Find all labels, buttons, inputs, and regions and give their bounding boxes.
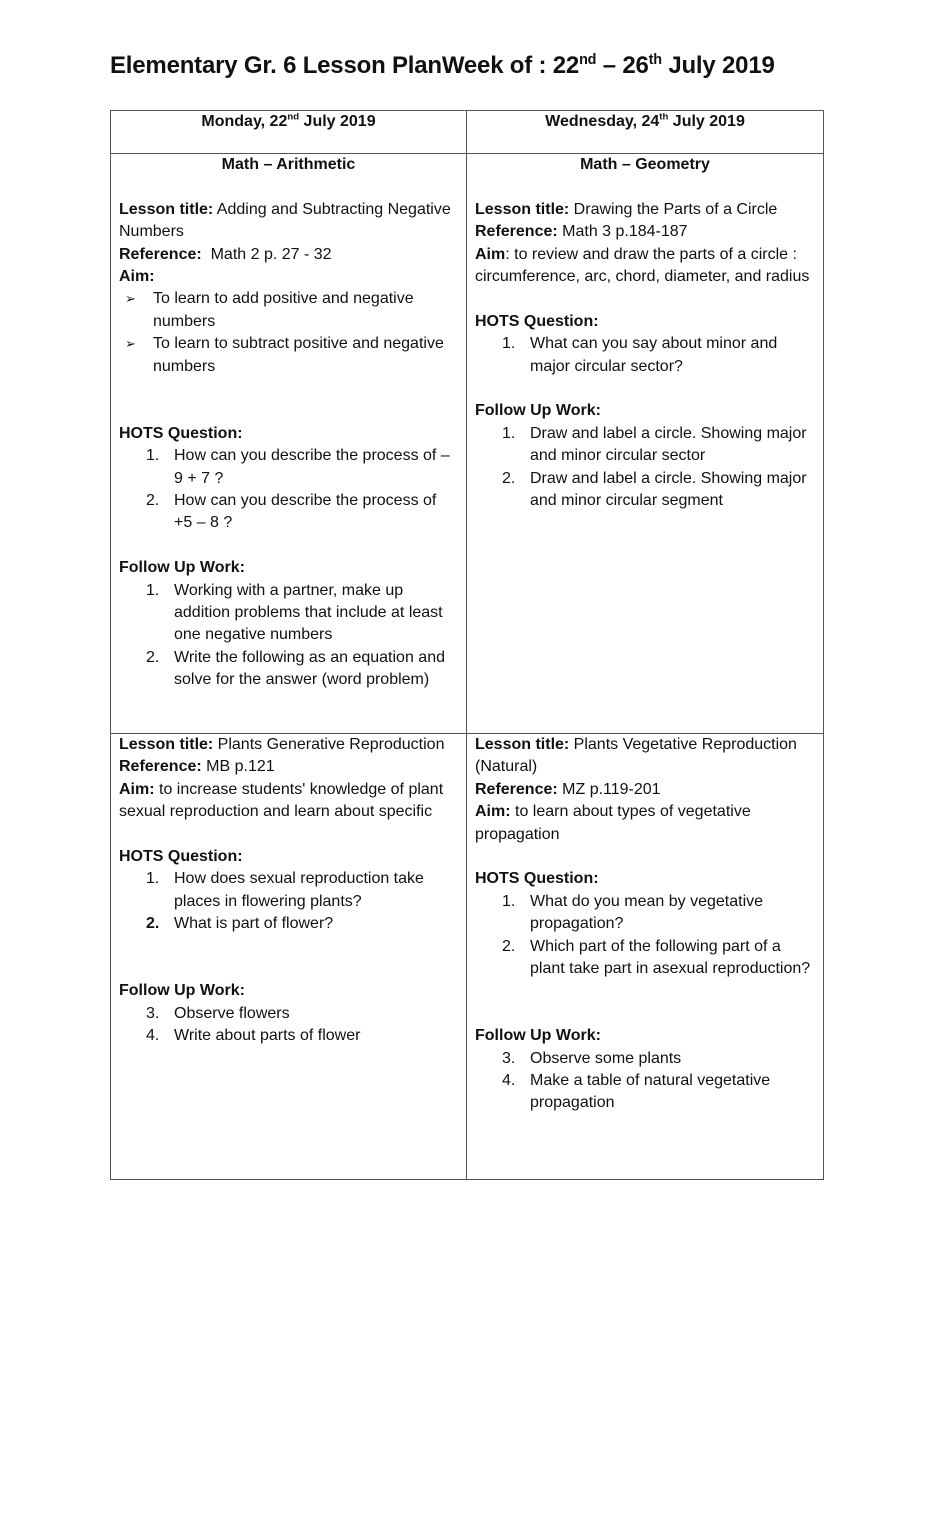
hots-list (475, 333, 815, 378)
follow-up-list (119, 580, 458, 692)
header-monday: Monday, 22nd July 2019 (111, 111, 467, 154)
hots-list (119, 868, 458, 935)
lesson-title: Lesson title: Drawing the Parts of a Circle (475, 200, 778, 218)
math-monday-cell (111, 154, 467, 734)
follow-up-label: Follow Up Work: (475, 1027, 601, 1045)
subject-heading: Math – Arithmetic (221, 156, 356, 173)
follow-up-list (475, 423, 815, 513)
list-item: 2. What is part of flower? (146, 915, 334, 933)
science-wednesday-cell (467, 734, 824, 1180)
list-item: 2. Write the following as an equation and solve for the answer (word problem) (146, 648, 445, 689)
header-wednesday: Wednesday, 24th July 2019 (467, 111, 824, 154)
follow-up-list (119, 1003, 458, 1048)
list-item: 4. Make a table of natural vegetative propagation (502, 1072, 771, 1112)
follow-up-label: Follow Up Work: (475, 402, 601, 420)
list-item: 1. How can you describe the process of –9 + 7 ? (146, 447, 450, 487)
arrow-bullet-icon: ➢ (125, 291, 136, 307)
list-item: 1. What do you mean by vegetative propagation? (502, 892, 764, 933)
aim-list (119, 288, 458, 378)
page-title: Elementary Gr. 6 Lesson PlanWeek of : 22nd – 26th July 2019 (110, 52, 775, 79)
follow-up-list (475, 1048, 815, 1115)
list-item: 2. How can you describe the process of +5 – 8 ? (146, 492, 437, 532)
list-item: 4. Write about parts of flower (146, 1027, 361, 1045)
math-wednesday-cell (467, 154, 824, 734)
lesson-title: Lesson title: Adding and Subtracting Negative Numbers (119, 200, 451, 241)
list-item: 1. How does sexual reproduction take places in flowering plants? (146, 870, 424, 910)
lesson-plan-table (110, 110, 824, 1180)
subject-heading: Math – Geometry (580, 156, 710, 173)
aim-label: Aim: (119, 268, 155, 286)
reference: Reference: Math 3 p.184-187 (475, 223, 688, 241)
hots-label: HOTS Question: (475, 312, 599, 330)
lesson-title: Lesson title: Plants Vegetative Reproduction (Natural) (475, 736, 797, 776)
aim: Aim: to review and draw the parts of a circle : circumference, arc, chord, diameter, and radius (475, 245, 810, 286)
arrow-bullet-icon: ➢ (125, 336, 136, 352)
science-monday-cell (111, 734, 467, 1180)
list-item: 1. Draw and label a circle. Showing major and minor circular sector (502, 424, 807, 465)
list-item: ➢ To learn to add positive and negative numbers (125, 290, 414, 330)
hots-label: HOTS Question: (475, 870, 599, 888)
hots-label: HOTS Question: (119, 424, 243, 442)
follow-up-label: Follow Up Work: (119, 559, 245, 577)
hots-list (475, 891, 815, 981)
list-item: ➢ To learn to subtract positive and negative numbers (125, 335, 444, 375)
reference: Reference: MB p.121 (119, 758, 275, 776)
hots-label: HOTS Question: (119, 848, 243, 866)
list-item: 3. Observe some plants (502, 1049, 682, 1067)
list-item: 1. What can you say about minor and major circular sector? (502, 335, 778, 375)
follow-up-label: Follow Up Work: (119, 982, 245, 1000)
reference: Reference: MZ p.119-201 (475, 780, 661, 798)
hots-list (119, 445, 458, 535)
reference: Reference: Math 2 p. 27 - 32 (119, 245, 332, 263)
lesson-title: Lesson title: Plants Generative Reproduction (119, 736, 445, 753)
aim: Aim: to learn about types of vegetative propagation (475, 803, 751, 843)
aim: Aim: to increase students' knowledge of plant sexual reproduction and learn about specific (119, 780, 444, 821)
list-item: 3. Observe flowers (146, 1004, 290, 1022)
list-item: 2. Draw and label a circle. Showing major and minor circular segment (502, 469, 807, 510)
list-item: 2. Which part of the following part of a plant take part in asexual reproduction? (502, 937, 811, 978)
list-item: 1. Working with a partner, make up addition problems that include at least one negative numbers (146, 581, 443, 644)
